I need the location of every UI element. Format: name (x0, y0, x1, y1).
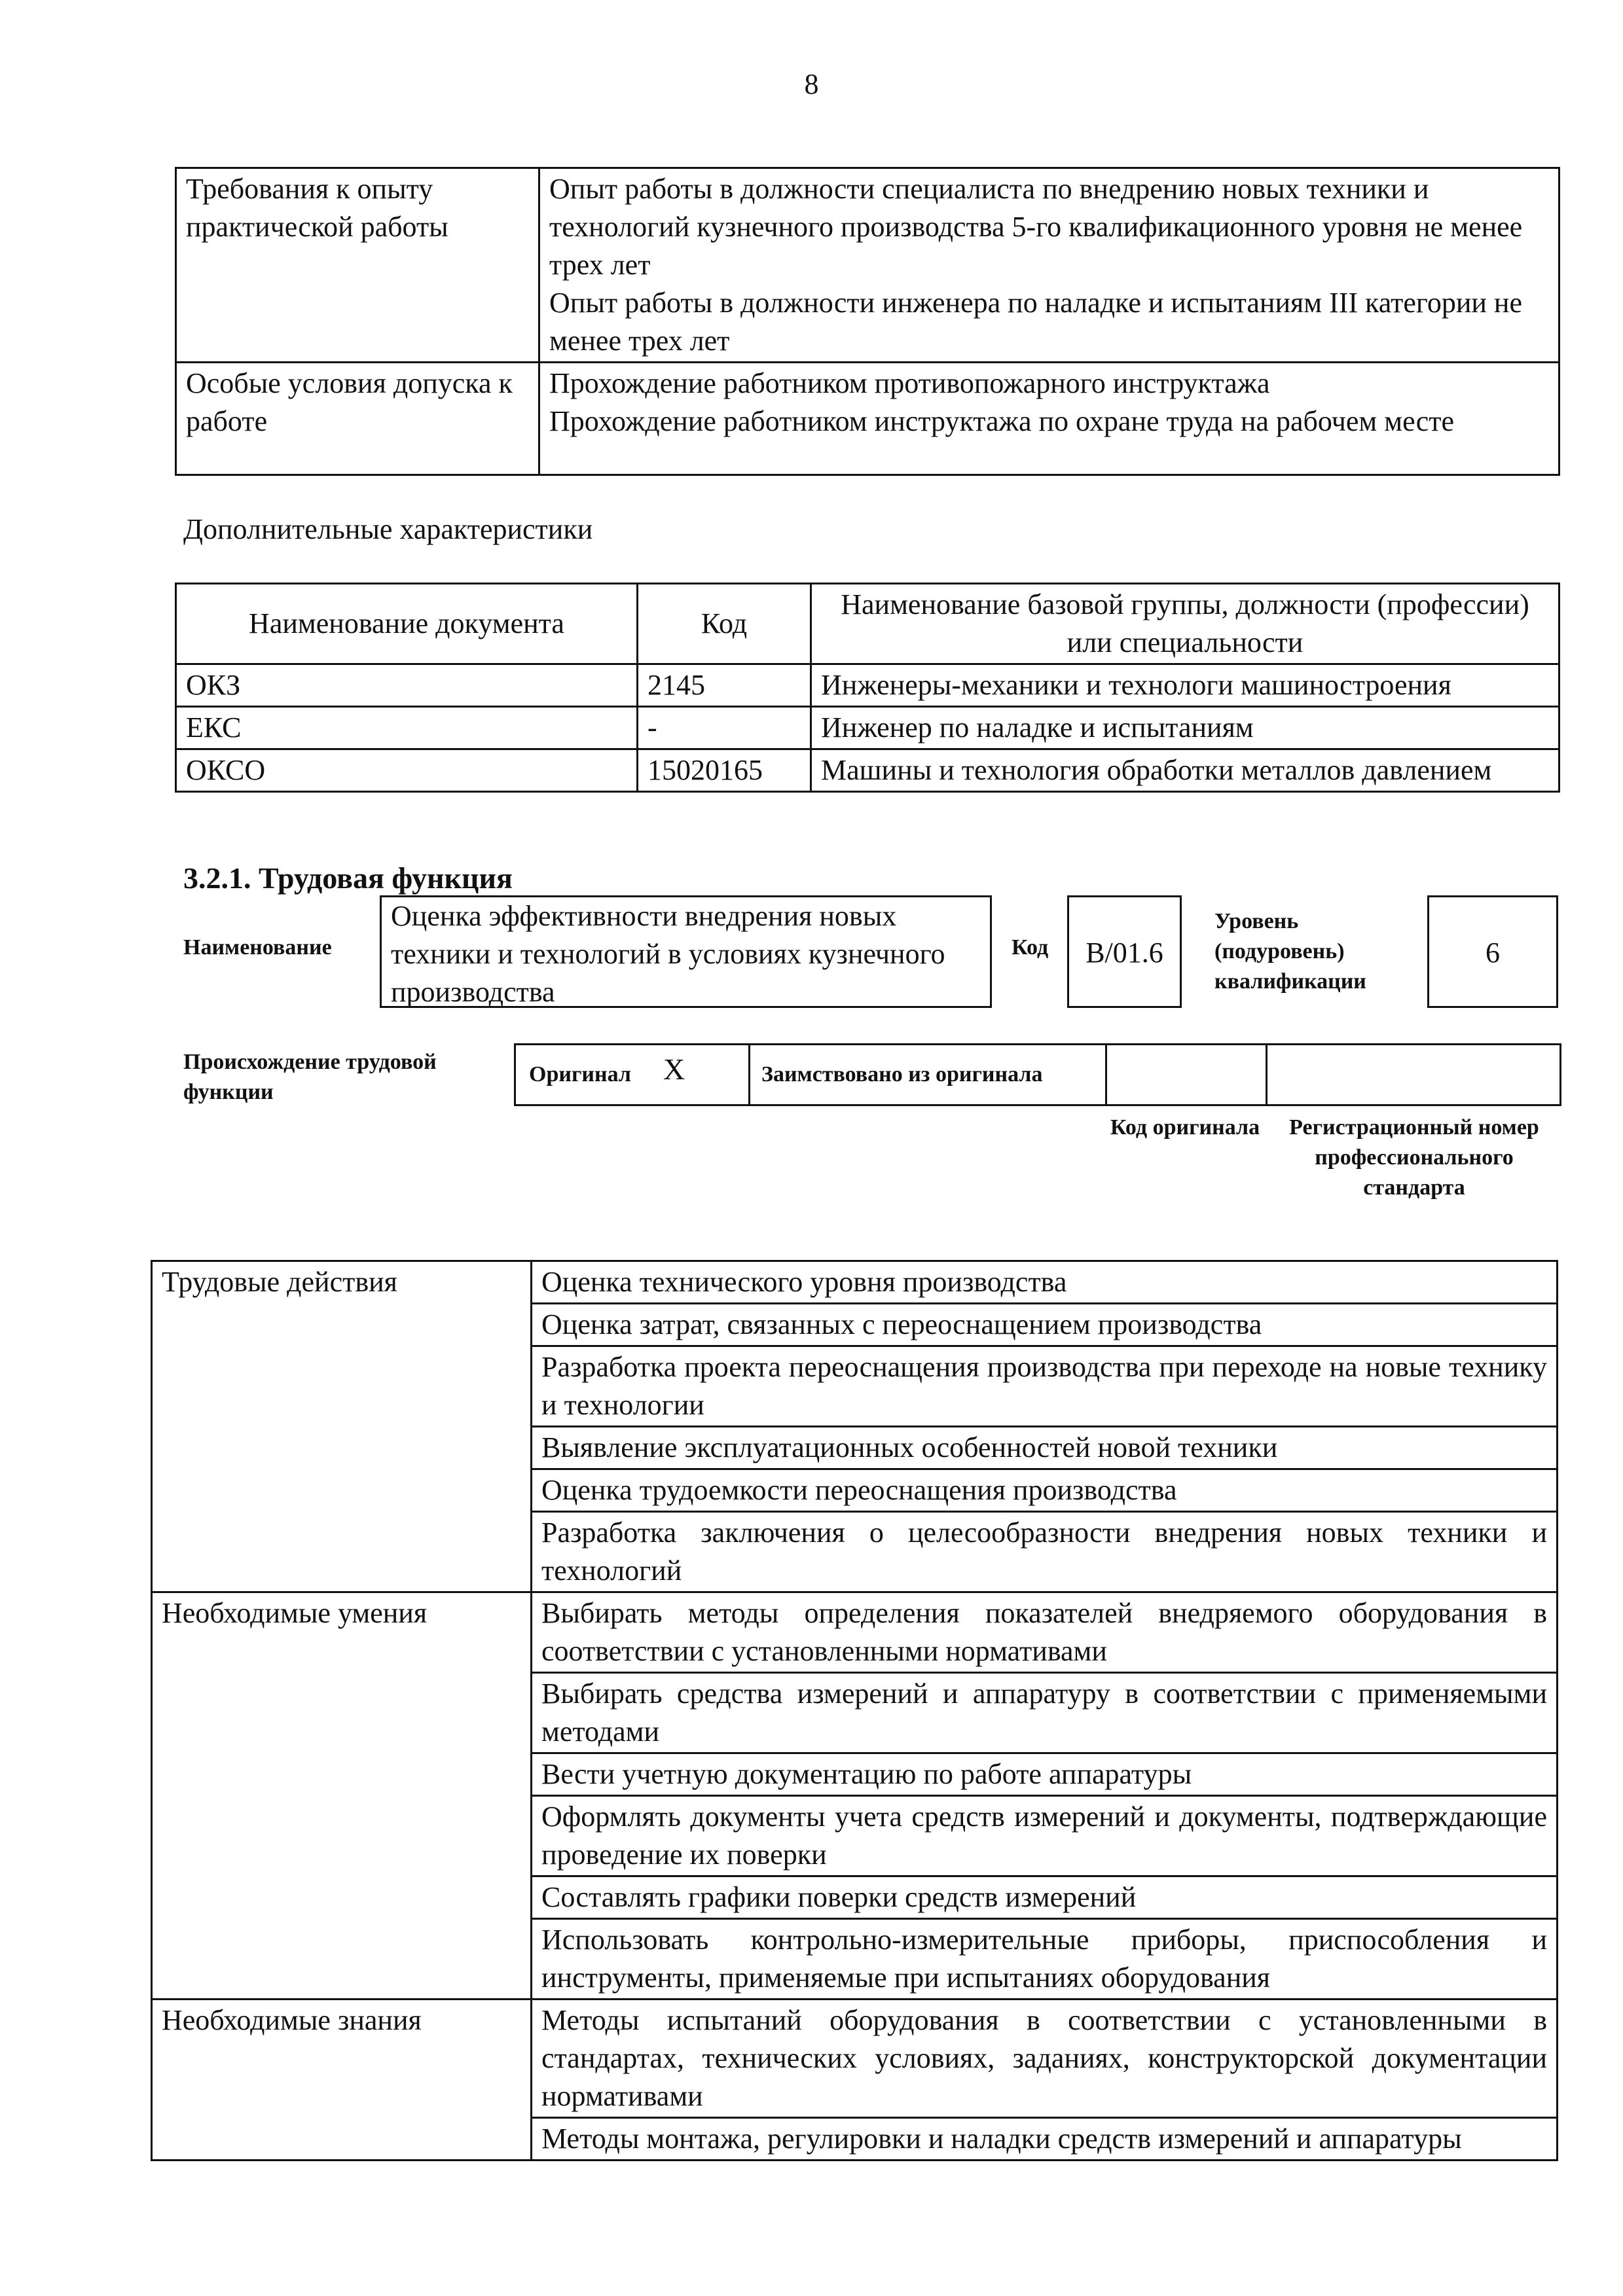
action-item: Оценка трудоемкости переоснащения производства (532, 1469, 1558, 1512)
table-row (152, 1261, 1558, 1304)
header-code: Код (638, 584, 811, 664)
header-group: Наименование базовой группы, должности (профессии) или специальности (811, 584, 1559, 664)
table-row (176, 168, 1559, 363)
doc-code: - (638, 707, 811, 749)
requirement-label: Требования к опыту практической работы (176, 168, 539, 363)
doc-name: ОКСО (176, 749, 638, 792)
action-item: Выявление эксплуатационных особенностей новой техники (532, 1427, 1558, 1469)
function-code-box: B/01.6 (1067, 895, 1182, 1008)
requirement-label: Особые условия допуска к работе (176, 363, 539, 475)
skill-item: Использовать контрольно-измерительные приборы, приспособления и инструменты, применяемые при испытаниях оборудования (532, 1919, 1558, 2000)
action-item: Разработка заключения о целесообразности внедрения новых техники и технологий (532, 1512, 1558, 1592)
section-label-knowledge: Необходимые знания (152, 2000, 532, 2161)
page-number: 8 (804, 68, 819, 100)
requirement-line: Прохождение работником инструктажа по охране труда на рабочем месте (549, 405, 1454, 437)
requirement-line: Прохождение работником противопожарного инструктажа (549, 367, 1270, 399)
reg-caption: Регистрационный номер профессионального стандарта (1289, 1115, 1539, 1200)
table-row (176, 707, 1559, 749)
divider (748, 1045, 750, 1104)
divider (1266, 1045, 1267, 1104)
code-caption: Код оригинала (1110, 1115, 1260, 1139)
skill-item: Выбирать средства измерений и аппаратуру в соответствии с применяемыми методами (532, 1673, 1558, 1753)
name-label: Наименование (183, 935, 332, 960)
borrowed-label: Заимствовано из оригинала (761, 1062, 1043, 1086)
skill-item: Вести учетную документацию по работе аппаратуры (532, 1753, 1558, 1796)
doc-group: Инженеры-механики и технологи машиностроения (811, 664, 1559, 707)
doc-group: Инженер по наладке и испытаниям (811, 707, 1559, 749)
header-document: Наименование документа (176, 584, 638, 664)
knowledge-item: Методы испытаний оборудования в соответствии с установленными в стандартах, технических условиях, заданиях, конструкторской документации нормативами (532, 2000, 1558, 2118)
original-label: Оригинал (529, 1062, 631, 1086)
doc-code: 2145 (638, 664, 811, 707)
requirement-line: Опыт работы в должности инженера по наладке и испытаниям III категории не менее трех лет (549, 287, 1523, 357)
doc-code: 15020165 (638, 749, 811, 792)
table-row (176, 363, 1559, 475)
table-header-row (176, 584, 1559, 664)
level-label: Уровень (подуровень) квалификации (1214, 909, 1366, 994)
requirements-table (175, 167, 1560, 476)
origin-box (514, 1043, 1561, 1106)
action-item: Оценка затрат, связанных с переоснащением производства (532, 1304, 1558, 1346)
table-row (176, 749, 1559, 792)
knowledge-item: Методы монтажа, регулировки и наладки средств измерений и аппаратуры (532, 2118, 1558, 2161)
requirement-line: Опыт работы в должности специалиста по внедрению новых техники и технологий кузнечного производства 5-го квалификационного уровня не менее трех лет (549, 173, 1523, 281)
action-item: Оценка технического уровня производства (532, 1261, 1558, 1304)
code-label: Код (1012, 935, 1049, 960)
skill-item: Оформлять документы учета средств измерений и документы, подтверждающие проведение их поверки (532, 1796, 1558, 1876)
level-value-box: 6 (1427, 895, 1558, 1008)
section-label-skills: Необходимые умения (152, 1592, 532, 2000)
original-mark: X (663, 1052, 685, 1086)
doc-name: ЕКС (176, 707, 638, 749)
function-name-box: Оценка эффективности внедрения новых техники и технологий в условиях кузнечного производства (380, 895, 992, 1008)
section-label-actions: Трудовые действия (152, 1261, 532, 1592)
origin-label: Происхождение трудовой функции (183, 1050, 437, 1104)
additional-table (175, 583, 1560, 793)
divider (1105, 1045, 1107, 1104)
table-row (152, 1592, 1558, 1673)
function-heading: 3.2.1. Трудовая функция (183, 861, 513, 895)
work-table (151, 1260, 1558, 2161)
table-row (176, 664, 1559, 707)
doc-name: ОКЗ (176, 664, 638, 707)
table-row (152, 2000, 1558, 2118)
action-item: Разработка проекта переоснащения производства при переходе на новые технику и технологии (532, 1346, 1558, 1427)
doc-group: Машины и технология обработки металлов давлением (811, 749, 1559, 792)
additional-heading: Дополнительные характеристики (183, 513, 593, 545)
skill-item: Составлять графики поверки средств измерений (532, 1876, 1558, 1919)
skill-item: Выбирать методы определения показателей внедряемого оборудования в соответствии с установленными нормативами (532, 1592, 1558, 1673)
